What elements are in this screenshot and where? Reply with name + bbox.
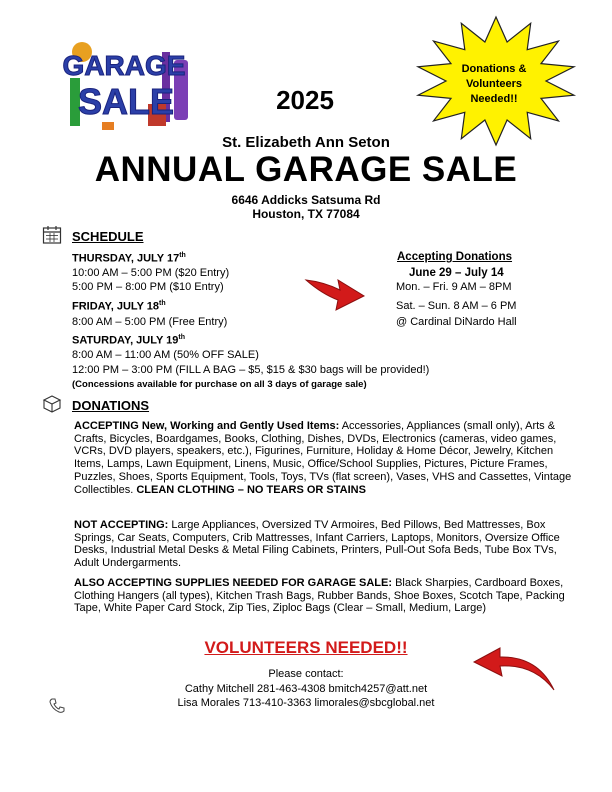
friday-heading [72,300,166,313]
accepting-items-paragraph [74,420,574,496]
arrow-left-icon [470,646,556,694]
saturday-sup: th [178,334,185,341]
box-icon [42,394,62,414]
starburst-line: Volunteers [465,78,523,90]
address-city: Houston, TX 77084 [252,207,360,221]
donations-heading: DONATIONS [72,398,150,413]
supplies-label: ALSO ACCEPTING SUPPLIES NEEDED FOR GARAGE SALE: [74,577,393,589]
accepting-heading: Accepting Donations [397,251,513,263]
parish-name: St. Elizabeth Ann Seton [222,134,390,151]
saturday-line: 12:00 PM – 3:00 PM (FILL A BAG – $5, $15 & $30 bags will be provided!) [72,364,430,376]
saturday-heading [72,334,185,347]
schedule-heading: SCHEDULE [72,229,144,244]
accepting-weekday: Mon. – Fri. 9 AM – 8PM [396,281,512,293]
not-accepting-paragraph [74,519,574,570]
contact-lisa: Lisa Morales 713-410-3363 limorales@sbcglobal.net [177,697,435,709]
saturday-line: 8:00 AM – 11:00 AM (50% OFF SALE) [72,349,259,361]
garage-sale-logo [62,30,202,140]
friday-label: FRIDAY, JULY 18 [72,300,160,313]
thursday-label: THURSDAY, JULY 17 [72,252,180,265]
starburst-line: Donations & [461,63,527,75]
address [150,193,462,221]
thursday-line: 5:00 PM – 8:00 PM ($10 Entry) [72,281,224,293]
logo-line2: SALE [77,81,175,122]
accepting-weekend: Sat. – Sun. 8 AM – 6 PM [396,300,517,312]
contact-cathy: Cathy Mitchell 281-463-4308 bmitch4257@att.net [184,683,428,695]
address-street: 6646 Addicks Satsuma Rd [231,193,381,207]
not-accepting-items: Large Appliances, Oversized TV Armoires, Bed Pillows, Bed Mattresses, Box Springs, Car Seats, Computers, Crib Mattresses, Infant Carriers, Laptops, Monitors, Oversize Office Desks, Industrial Metal Desks & Metal Filing Cabinets, Printers, Pull-Out Sofa Beds, Tube Box TVs, Adult Undergarments. [74,519,560,570]
volunteers-heading: VOLUNTEERS NEEDED!! [204,638,408,657]
friday-sup: th [159,300,166,307]
clean-clothing-note: CLEAN CLOTHING – NO TEARS OR STAINS [136,483,366,496]
logo-line1: GARAGE [62,50,186,81]
calendar-icon [42,225,62,245]
page-title: ANNUAL GARAGE SALE [94,150,518,189]
not-accepting-label: NOT ACCEPTING: [74,519,169,531]
arrow-right-icon [302,272,366,312]
concessions-note: (Concessions available for purchase on all 3 days of garage sale) [72,379,367,390]
accepting-location: @ Cardinal DiNardo Hall [396,316,517,328]
thursday-line: 10:00 AM – 5:00 PM ($20 Entry) [72,267,230,279]
starburst-line: Needed!! [470,93,518,105]
friday-line: 8:00 AM – 5:00 PM (Free Entry) [72,316,228,328]
phone-icon [48,697,66,715]
supplies-paragraph [74,577,574,615]
starburst-text [434,62,554,107]
accepting-label: ACCEPTING New, Working and Gently Used Items: [74,420,340,432]
thursday-sup: th [179,252,186,259]
accepting-dates: June 29 – July 14 [409,267,504,279]
saturday-label: SATURDAY, JULY 19 [72,334,179,347]
accepting-items: Accessories, Appliances (small only), Arts & Crafts, Bicycles, Boardgames, Books, Clothing, Dishes, DVDs, Electronics (cameras, video games, VCRs, DVD players, speakers, etc.), Figurines, Furniture, Holiday & Home Décor, Jewelry, Kitchen Items, Lamps, Lawn Equipment, Linens, Music, Office/School Supplies, Pictures, Picture Frames, Puzzles, Shoes, Sports Equipment, Tools, Toys, TVs (flat screen), Vases, VHS and Cassettes, Vintage Collectibles. [74,420,572,496]
year: 2025 [276,85,334,115]
supplies-items: Black Sharpies, Cardboard Boxes, Clothing Hangers (all types), Kitchen Trash Bags, Rubber Bands, Shoe Boxes, Scotch Tape, Packing Tape, White Paper Card Stock, Zip Ties, Ziploc Bags (Clear – Small, Medium, Large) [74,577,565,615]
thursday-heading [72,252,186,265]
contact-label: Please contact: [268,668,344,680]
